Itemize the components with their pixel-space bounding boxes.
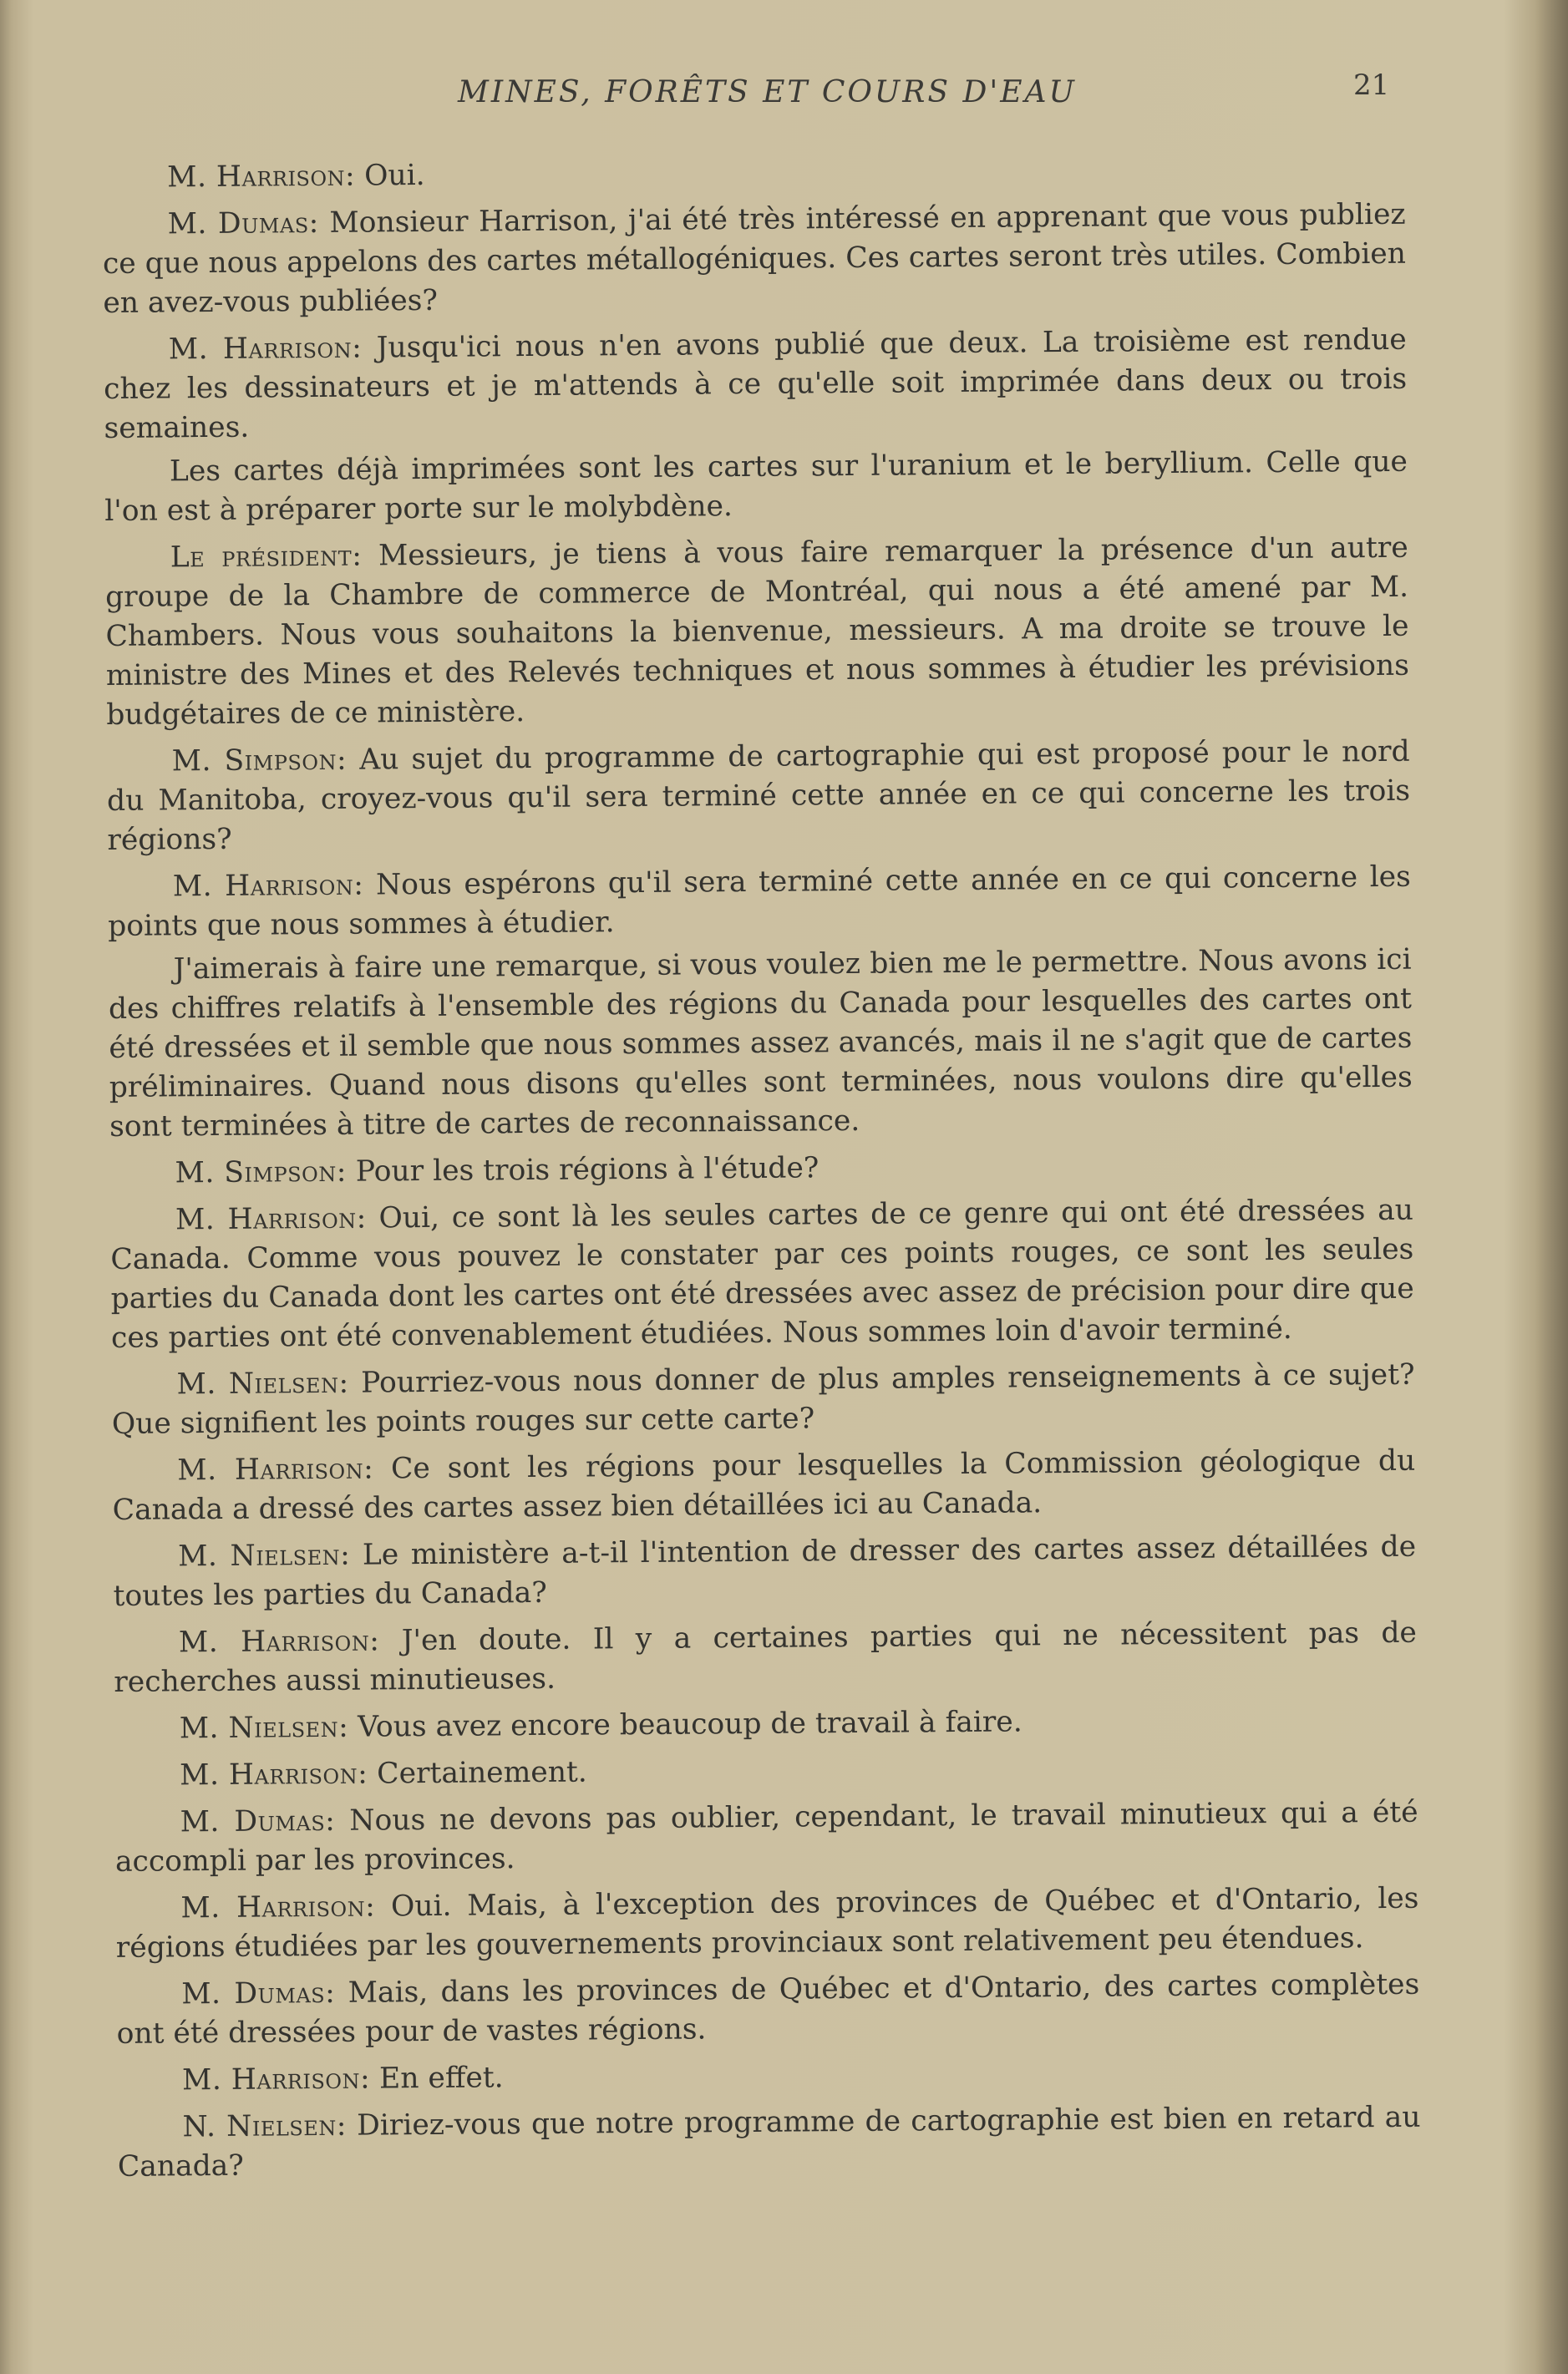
speaker-name: M. Harrison: (175, 1201, 367, 1237)
paragraph-text: Pour les trois régions à l'étude? (346, 1151, 820, 1189)
speaker-name: M. Nielsen: (176, 1366, 349, 1402)
speaker-name: M. Harrison: (168, 331, 363, 367)
paragraph (112, 1442, 1416, 1530)
paragraph-text: J'en doute. Il y a certaines parties qui ne nécessitent pas de recherches aussi minutieuses. (114, 1616, 1418, 1699)
paragraph-text: Oui. (355, 158, 425, 193)
paragraph (105, 529, 1410, 735)
paragraph (114, 1793, 1418, 1882)
paragraph (110, 1191, 1414, 1358)
speaker-name: M. Harrison: (177, 1452, 374, 1488)
paragraph (102, 149, 1405, 198)
paragraph (109, 1144, 1413, 1194)
paragraph-text: Diriez-vous que notre programme de cartographie est bien en retard au Canada? (117, 2100, 1421, 2184)
paragraph-text: Pourriez-vous nous donner de plus amples renseignements à ce sujet? Que signifient les points rouges sur cette carte? (111, 1357, 1415, 1441)
paragraph-text: Messieurs, je tiens à vous faire remarquer la présence d'un autre groupe de la Chambre de commerce de Montréal, qui nous a été amené par M. Chambers. Nous vous souhaitons la bienvenue, messieurs. A ma droite se trouve le ministre des Mines et des Relevés techniques et nous sommes à étudier les prévisions budgétaires de ce ministère. (104, 530, 1409, 732)
paragraph (104, 321, 1408, 449)
paragraph (108, 941, 1413, 1147)
paragraph-text: Le ministère a-t-il l'intention de dresser des cartes assez détaillées de toutes les parties du Canada? (113, 1529, 1417, 1613)
paragraph (113, 1528, 1417, 1616)
speaker-name: M. Simpson: (171, 743, 348, 779)
speaker-name: M. Harrison: (181, 2062, 371, 2098)
speaker-name: M. Simpson: (175, 1154, 348, 1190)
speaker-name: M. Nielsen: (179, 1710, 349, 1746)
paragraph-text: En effet. (369, 2061, 504, 2096)
paragraph (104, 443, 1408, 531)
paragraph (117, 2052, 1420, 2101)
paragraph (115, 1879, 1419, 1968)
speaker-name: M. Harrison: (180, 1757, 368, 1793)
paragraph-text: Les cartes déjà imprimées sont les cartes sur l'uranium et le beryllium. Celle que l'on est à préparer porte sur le molybdène. (104, 444, 1408, 528)
paragraph-text: Au sujet du programme de cartographie qui est proposé pour le nord du Manitoba, croyez-vous qu'il sera terminé cette année en ce qui concerne les trois régions? (106, 734, 1411, 857)
paragraph (117, 2098, 1421, 2187)
speaker-name: M. Harrison: (167, 159, 356, 195)
speaker-name: M. Dumas: (167, 205, 319, 241)
paragraph-text: Ce sont les régions pour lesquelles la Commission géologique du Canada a dressé des cartes assez bien détaillées ici au Canada. (112, 1443, 1416, 1527)
paragraph-text: Monsieur Harrison, j'ai été très intéressé en apprenant que vous publiez ce que nous appelons des cartes métallogéniques. Ces cartes seront très utiles. Combien en avez-vous publiées? (102, 197, 1407, 320)
paragraph-text: Oui. Mais, à l'exception des provinces de Québec et d'Ontario, les régions étudiées par les gouvernements provinciaux sont relativement peu étendues. (115, 1881, 1419, 1965)
paragraph (111, 1356, 1415, 1444)
running-title: MINES, FORÊTS ET COURS D'EAU (458, 75, 1077, 109)
page-number: 21 (1353, 68, 1390, 102)
paragraph-text: Vous avez encore beaucoup de travail à faire. (348, 1705, 1022, 1744)
body-text (102, 149, 1421, 2194)
speaker-name: M. Dumas: (180, 1803, 336, 1839)
paragraph (116, 1966, 1420, 2054)
paragraph (114, 1747, 1418, 1796)
paragraph-text: J'aimerais à faire une remarque, si vous voulez bien me le permettre. Nous avons ici des chiffres relatifs à l'ensemble des régions du Canada pour lesquelles des cartes ont été dressées et il semble que nous sommes assez avancés, mais il ne s'agit que de cartes préliminaires. Quand nous disons qu'elles sont terminées, nous voulons dire qu'elles sont terminées à titre de cartes de reconnaissance. (108, 942, 1413, 1144)
speaker-name: Le président: (170, 539, 363, 575)
paragraph-text: Jusqu'ici nous n'en avons publié que deux. La troisième est rendue chez les dessinateurs et je m'attends à ce qu'elle soit imprimée dans deux ou trois semaines. (104, 322, 1408, 445)
speaker-name: M. Harrison: (172, 868, 364, 904)
paragraph-text: Certainement. (368, 1755, 587, 1791)
page-header (0, 68, 1568, 119)
speaker-name: M. Nielsen: (177, 1538, 351, 1574)
paragraph-text: Mais, dans les provinces de Québec et d'Ontario, des cartes complètes ont été dressées pour de vastes régions. (116, 1967, 1420, 2051)
paragraph-text: Nous ne devons pas oublier, cependant, le travail minutieux qui a été accompli par les provinces. (114, 1795, 1418, 1879)
paragraph-text: Nous espérons qu'il sera terminé cette année en ce qui concerne les points que nous sommes à étudier. (108, 860, 1411, 943)
paragraph (106, 733, 1410, 860)
speaker-name: M. Harrison: (180, 1890, 376, 1925)
paragraph (108, 858, 1412, 946)
speaker-name: M. Dumas: (181, 1976, 336, 2011)
speaker-name: M. Harrison: (178, 1624, 380, 1660)
paragraph-text: Oui, ce sont là les seules cartes de ce genre qui ont été dressées au Canada. Comme vous pouvez le constater par ces points rouges, ce sont les seules parties du Canada dont les cartes ont été dressées avec assez de précision pour dire que ces parties ont été convenablement étudiées. Nous sommes loin d'avoir terminé. (110, 1193, 1414, 1355)
paragraph (114, 1700, 1418, 1749)
paragraph (114, 1614, 1418, 1702)
paragraph (102, 195, 1406, 323)
speaker-name: N. Nielsen: (182, 2108, 348, 2144)
